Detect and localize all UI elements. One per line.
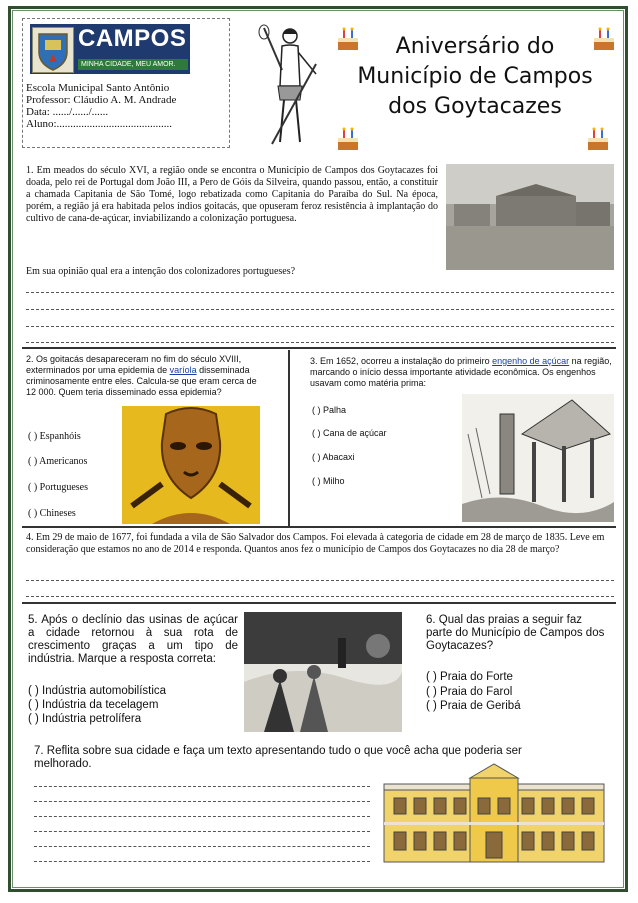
section-divider	[22, 602, 616, 604]
answer-line[interactable]	[34, 801, 370, 802]
title-line-1: Aniversário do	[395, 34, 555, 59]
answer-line[interactable]	[26, 342, 614, 343]
indigenous-warrior-illustration	[256, 24, 322, 152]
sugar-mill-engraving	[462, 394, 614, 522]
answer-line[interactable]	[34, 786, 370, 787]
birthday-cake-icon	[586, 126, 610, 152]
q6-option-3[interactable]: ( ) Praia de Geribá	[426, 700, 521, 712]
student-field: Aluno:..........................................	[26, 118, 173, 130]
birthday-cake-icon	[336, 26, 360, 52]
q3-option-2[interactable]: ( ) Cana de açúcar	[312, 428, 387, 438]
section-divider	[22, 526, 616, 528]
question-5-text: 5. Após o declínio das usinas de açúcar a cidade retornou à sua rota de crescimento graças a um tipo de indústria. Marque a resposta correta:	[28, 614, 238, 665]
question-4-text: 4. Em 29 de maio de 1677, foi fundada a vila de São Salvador dos Campos. Foi elevada à categoria de cidade em 28 de março de 1835. Leve em consideração que estamos no ano de 2014 e responda. Quantos anos fez o município de Campos dos Goytacazes no dia 28 de março?	[26, 532, 605, 555]
answer-line[interactable]	[34, 846, 370, 847]
answer-line[interactable]	[34, 816, 370, 817]
school-name: Escola Municipal Santo Antônio	[26, 82, 170, 94]
title-line-2: Município de Campos	[357, 64, 593, 89]
q6-option-2[interactable]: ( ) Praia do Farol	[426, 686, 513, 698]
answer-line[interactable]	[26, 326, 614, 327]
q3-option-4[interactable]: ( ) Milho	[312, 476, 345, 486]
historic-building-photo	[446, 164, 614, 270]
q2-option-4[interactable]: ( ) Chineses	[28, 508, 76, 519]
question-6-text: 6. Qual das praias a seguir faz parte do Município de Campos dos Goytacazes?	[426, 614, 605, 652]
industry-woodcut-image	[244, 612, 402, 732]
page-title	[330, 32, 620, 122]
answer-line[interactable]	[26, 292, 614, 293]
q5-option-3[interactable]: ( ) Indústria petrolífera	[28, 713, 142, 725]
date-field: Data: ....../....../......	[26, 106, 109, 118]
column-divider	[288, 350, 290, 526]
q3-option-3[interactable]: ( ) Abacaxi	[312, 452, 355, 462]
question-3-text: 3. Em 1652, ocorreu a instalação do primeiro engenho de açúcar na região, marcando o início dessa importante atividade econômica. Os engenhos usavam como matéria prima:	[310, 356, 612, 388]
logo-slogan: MINHA CIDADE, MEU AMOR.	[78, 59, 188, 70]
answer-line[interactable]	[26, 580, 614, 581]
answer-line[interactable]	[34, 861, 370, 862]
q3-option-1[interactable]: ( ) Palha	[312, 405, 347, 415]
q2-option-2[interactable]: ( ) Americanos	[28, 456, 88, 467]
teacher-name: Professor: Cláudio A. M. Andrade	[26, 94, 177, 106]
school-info	[26, 82, 176, 130]
historic-palace-drawing	[378, 762, 610, 866]
q2-option-3[interactable]: ( ) Portugueses	[28, 482, 88, 493]
birthday-cake-icon	[592, 26, 616, 52]
question-7-text: 7. Reflita sobre sua cidade e faça um texto apresentando tudo o que você acha que poderia ser melhorado.	[34, 745, 522, 770]
coat-of-arms-icon	[32, 27, 74, 73]
variola-link[interactable]: varíola	[169, 365, 197, 375]
logo-title: CAMPOS	[78, 25, 187, 52]
answer-line[interactable]	[26, 596, 614, 597]
question-2-text: 2. Os goitacás desapareceram no fim do século XVIII, exterminados por uma epidemia de varíola disseminada criminosamente entre eles. Calcula-se que eram cerca de 12 000. Quem teria disseminado essa epidemia?	[26, 354, 257, 397]
q2-option-1[interactable]: ( ) Espanhóis	[28, 431, 81, 442]
q6-option-1[interactable]: ( ) Praia do Forte	[426, 671, 513, 683]
question-1-text: 1. Em meados do século XVI, a região onde se encontra o Município de Campos dos Goytacazes foi doada, pelo rei de Portugal dom João III, a Pero de Góis da Silveira, quando passou, então, a constituir a chamada Capitania de São Tomé, logo rebatizada como Capitania do Paraíba do Sul. Na época, porém, a região já era habitada pelos índios goitacás, que opuseram feroz resistência à implantação do cultivo de cana-de-açúcar, inviabilizando a colonização portuguesa.	[26, 165, 438, 224]
answer-line[interactable]	[34, 831, 370, 832]
q5-option-1[interactable]: ( ) Indústria automobilística	[28, 685, 167, 697]
birthday-cake-icon	[336, 126, 360, 152]
question-1-prompt: Em sua opinião qual era a intenção dos colonizadores portugueses?	[26, 266, 296, 277]
goitaca-mask-image	[122, 406, 260, 524]
q5-option-2[interactable]: ( ) Indústria da tecelagem	[28, 699, 159, 711]
engenho-link[interactable]: engenho de açúcar	[492, 356, 570, 366]
title-line-3: dos Goytacazes	[388, 94, 562, 119]
section-divider	[22, 347, 616, 349]
answer-line[interactable]	[26, 309, 614, 310]
